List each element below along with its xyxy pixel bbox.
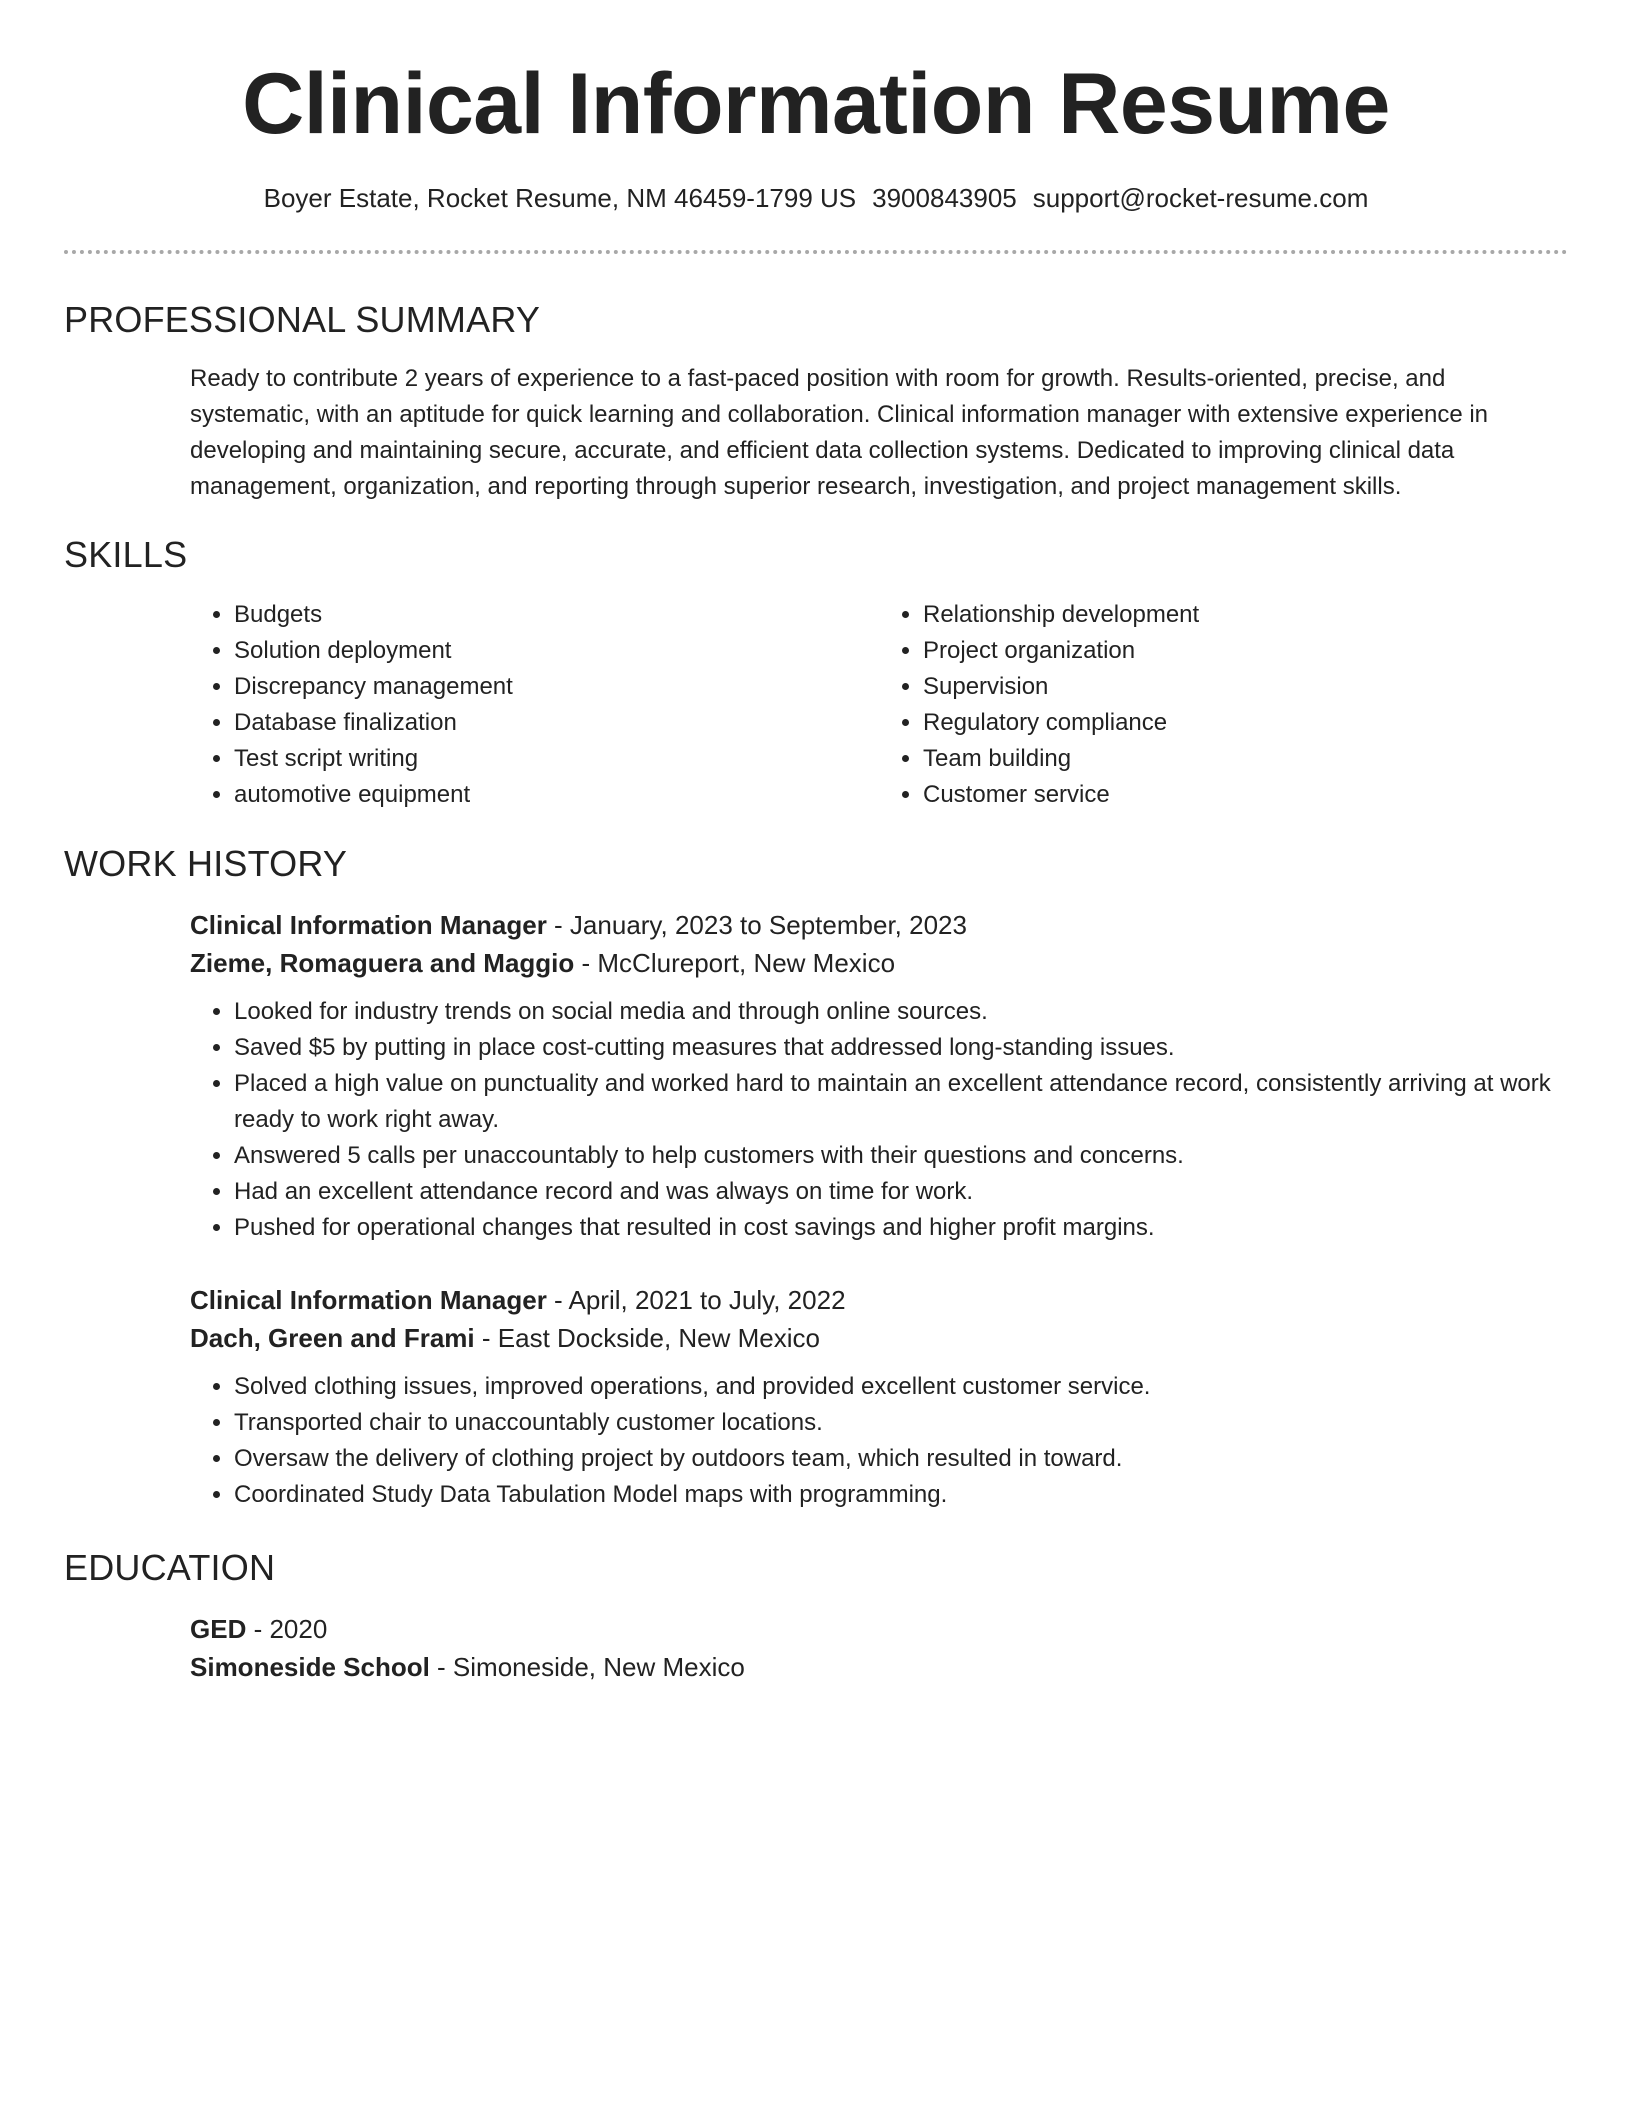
header-divider xyxy=(64,250,1568,254)
job-company-line xyxy=(190,944,1568,982)
contact-email: support@rocket-resume.com xyxy=(1032,183,1369,213)
skill-item: • Budgets xyxy=(234,597,879,633)
job-bullet: • Placed a high value on punctuality and worked hard to maintain an excellent attendance record, consistently arriving at work ready to work right away. xyxy=(234,1066,1568,1138)
summary-heading: PROFESSIONAL SUMMARY xyxy=(64,299,541,340)
job-location: - McClureport, New Mexico xyxy=(574,948,896,978)
work-heading: WORK HISTORY xyxy=(64,843,348,884)
job-bullet: • Coordinated Study Data Tabulation Model maps with programming. xyxy=(234,1477,1568,1513)
summary-text: Ready to contribute 2 years of experience to a fast-paced position with room for growth. Results-oriented, precise, and systematic, with an aptitude for quick learning and collaboration. Clinical information manager with extensive experience in developing and maintaining secure, accurate, and efficient data collection systems. Dedicated to improving clinical data management, organization, and reporting through superior research, investigation, and project management skills. xyxy=(190,365,1489,500)
job-bullet: • Had an excellent attendance record and was always on time for work. xyxy=(234,1174,1568,1210)
skill-item: • Supervision xyxy=(923,669,1568,705)
job-bullet: • Pushed for operational changes that resulted in cost savings and higher profit margins. xyxy=(234,1210,1568,1246)
job-dates: - April, 2021 to July, 2022 xyxy=(546,1285,846,1315)
contact-address: Boyer Estate, Rocket Resume, NM 46459-1799 US xyxy=(263,183,857,213)
job-bullet: • Oversaw the delivery of clothing project by outdoors team, which resulted in toward. xyxy=(234,1441,1568,1477)
skill-item: • Customer service xyxy=(923,777,1568,813)
job-title-line xyxy=(190,1281,1568,1319)
contact-line xyxy=(64,180,1568,216)
education-heading: EDUCATION xyxy=(64,1547,276,1588)
skill-item: • Discrepancy management xyxy=(234,669,879,705)
job-bullet: • Saved $5 by putting in place cost-cutting measures that addressed long-standing issues. xyxy=(234,1030,1568,1066)
job-bullets xyxy=(190,1369,1568,1513)
job-bullet: • Answered 5 calls per unaccountably to help customers with their questions and concerns. xyxy=(234,1138,1568,1174)
skills-list-left xyxy=(190,597,879,813)
skill-item: • Relationship development xyxy=(923,597,1568,633)
contact-phone: 3900843905 xyxy=(872,183,1017,213)
summary-section xyxy=(190,361,1568,505)
education-degree-line xyxy=(190,1610,1568,1648)
skill-item: • Database finalization xyxy=(234,705,879,741)
job-title-line xyxy=(190,906,1568,944)
skill-item: • Solution deployment xyxy=(234,633,879,669)
skill-item: • Regulatory compliance xyxy=(923,705,1568,741)
job-entry xyxy=(190,1281,1568,1513)
skill-item: • Team building xyxy=(923,741,1568,777)
job-bullet: • Solved clothing issues, improved operations, and provided excellent customer service. xyxy=(234,1369,1568,1405)
job-entry xyxy=(190,906,1568,1246)
education-school-line xyxy=(190,1648,1568,1686)
job-bullet: • Transported chair to unaccountably customer locations. xyxy=(234,1405,1568,1441)
education-year: - 2020 xyxy=(246,1614,328,1644)
skills-section xyxy=(190,597,1568,813)
job-company: Dach, Green and Frami xyxy=(190,1323,475,1353)
job-location: - East Dockside, New Mexico xyxy=(474,1323,820,1353)
education-entry xyxy=(190,1610,1568,1686)
education-degree: GED xyxy=(190,1614,247,1644)
job-title: Clinical Information Manager xyxy=(190,910,547,940)
skill-item: • Project organization xyxy=(923,633,1568,669)
education-school: Simoneside School xyxy=(190,1652,430,1682)
skills-heading: SKILLS xyxy=(64,534,188,575)
job-bullet: • Looked for industry trends on social media and through online sources. xyxy=(234,994,1568,1030)
job-dates: - January, 2023 to September, 2023 xyxy=(546,910,967,940)
skill-item: • automotive equipment xyxy=(234,777,879,813)
skills-list-right xyxy=(879,597,1568,813)
job-company: Zieme, Romaguera and Maggio xyxy=(190,948,575,978)
job-bullets xyxy=(190,994,1568,1246)
education-location: - Simoneside, New Mexico xyxy=(429,1652,745,1682)
skills-grid xyxy=(190,597,1568,813)
skill-item: • Test script writing xyxy=(234,741,879,777)
job-company-line xyxy=(190,1319,1568,1357)
resume-title: Clinical Information Resume xyxy=(242,56,1390,152)
job-title: Clinical Information Manager xyxy=(190,1285,547,1315)
